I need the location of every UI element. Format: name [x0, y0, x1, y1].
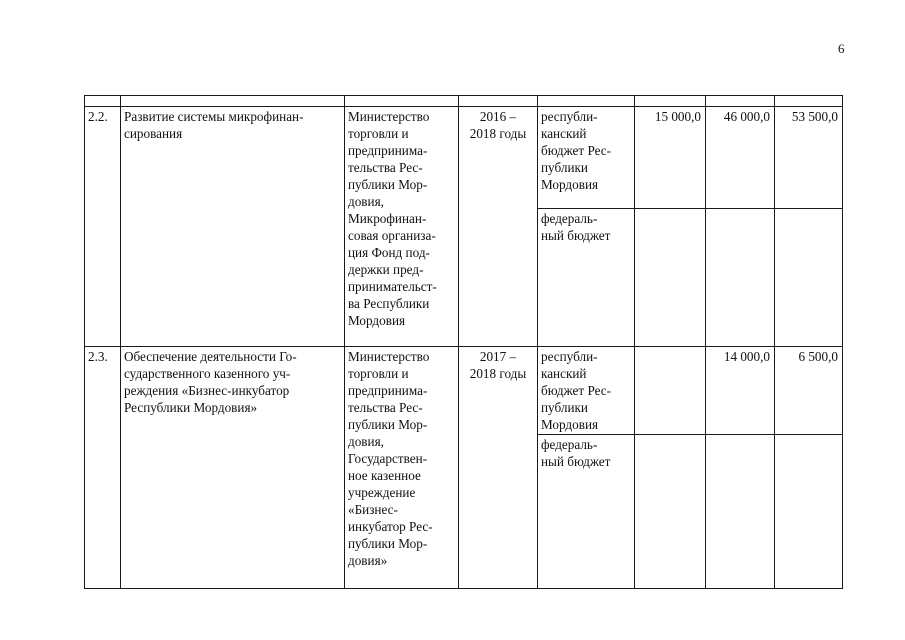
value-cell: [706, 209, 775, 347]
executor: Министерство торговли и предпринима- тельства Рес- публики Мор- довия, Государствен- ное казенное учреждение «Бизнес- инкубатор Рес- публики Мор- довия»: [345, 347, 459, 589]
measure-name: Обеспечение деятельности Го- сударственного казенного уч- реждения «Бизнес-инкубатор Республики Мордовия»: [121, 347, 345, 589]
header-cell: [635, 96, 706, 107]
funding-source-federal: федераль- ный бюджет: [538, 209, 635, 347]
value-2016: 15 000,0: [635, 107, 706, 209]
measure-name: Развитие системы микрофинан- сирования: [121, 107, 345, 347]
row-number: 2.3.: [85, 347, 121, 589]
page-number: 6: [838, 41, 845, 56]
header-cell: [121, 96, 345, 107]
funding-source-federal: федераль- ный бюджет: [538, 435, 635, 589]
value-cell: [635, 435, 706, 589]
value-cell: [706, 435, 775, 589]
value-2018: 6 500,0: [775, 347, 843, 435]
program-table: [84, 95, 843, 589]
row-number: 2.2.: [85, 107, 121, 347]
table-header-row: [85, 96, 843, 107]
header-cell: [459, 96, 538, 107]
header-cell: [706, 96, 775, 107]
header-cell: [538, 96, 635, 107]
value-cell: [775, 435, 843, 589]
value-2017: 14 000,0: [706, 347, 775, 435]
funding-source-regional: республи- канский бюджет Рес- публики Мордовия: [538, 347, 635, 435]
value-cell: [775, 209, 843, 347]
table-row: [85, 107, 843, 209]
value-cell: [635, 209, 706, 347]
table-row: [85, 347, 843, 435]
header-cell: [775, 96, 843, 107]
header-cell: [85, 96, 121, 107]
period: 2017 – 2018 годы: [459, 347, 538, 589]
value-2018: 53 500,0: [775, 107, 843, 209]
funding-source-regional: республи- канский бюджет Рес- публики Мордовия: [538, 107, 635, 209]
period: 2016 – 2018 годы: [459, 107, 538, 347]
value-2017: 46 000,0: [706, 107, 775, 209]
header-cell: [345, 96, 459, 107]
executor: Министерство торговли и предпринима- тельства Рес- публики Мор- довия, Микрофинан- совая организа- ция Фонд под- держки пред- принимательст- ва Республики Мордовия: [345, 107, 459, 347]
value-2016: [635, 347, 706, 435]
